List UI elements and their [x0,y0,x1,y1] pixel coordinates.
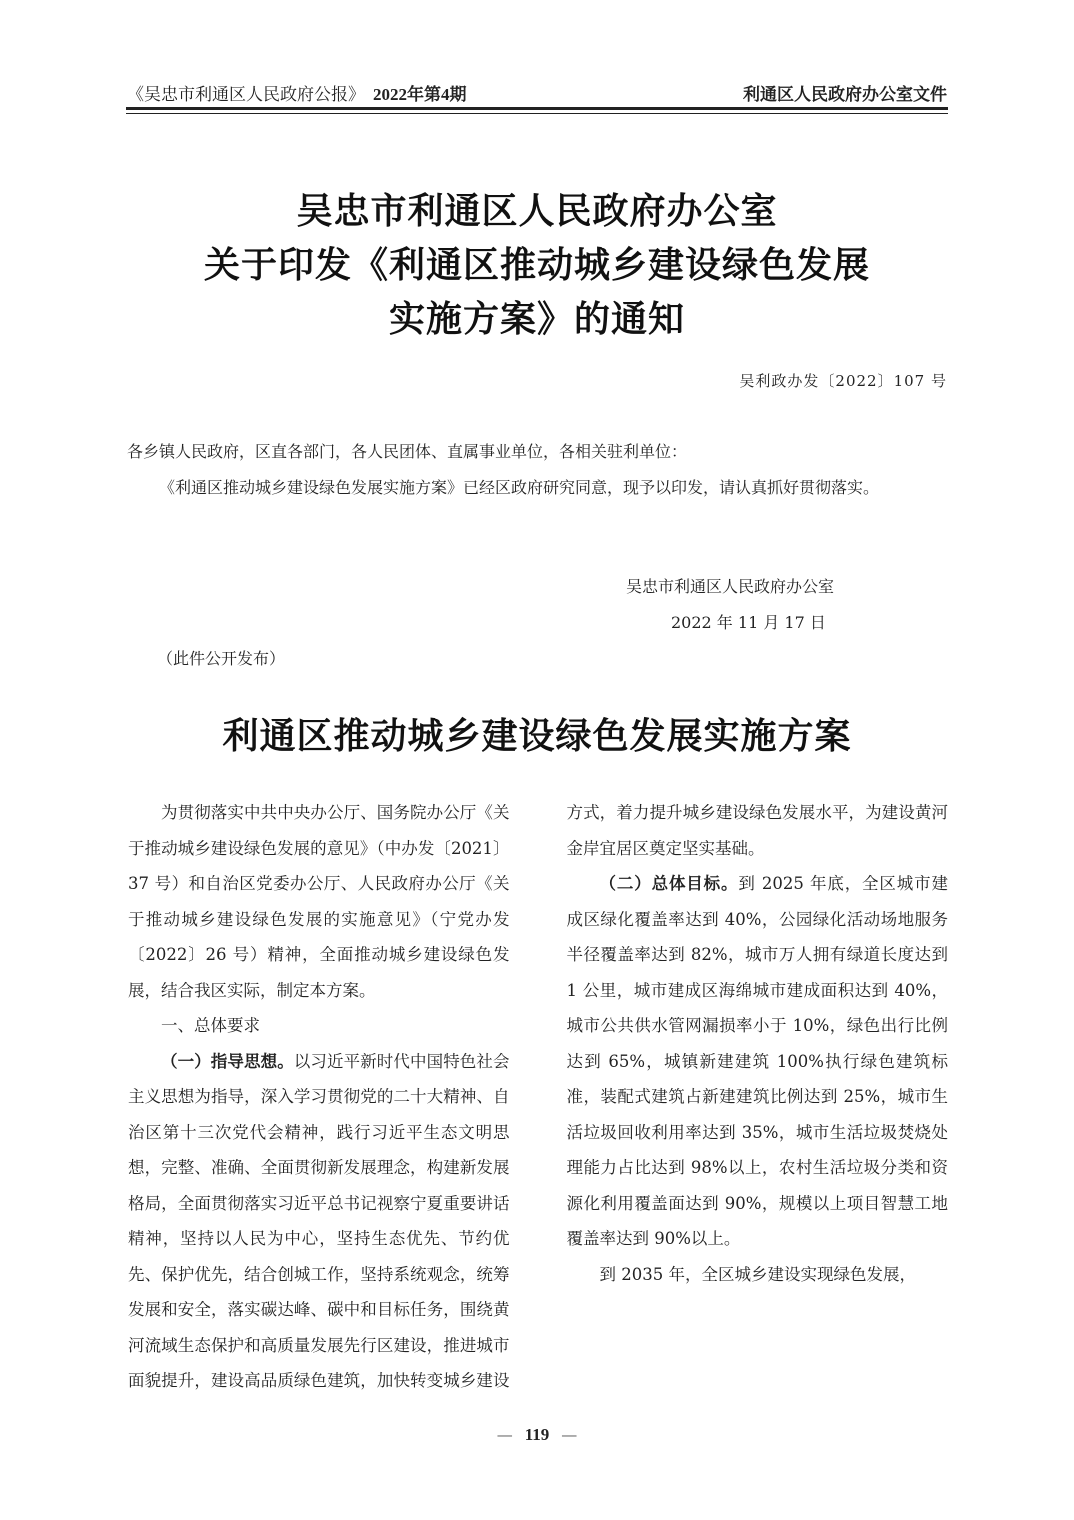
signature-org: 吴忠市利通区人民政府办公室 [626,577,835,596]
notice-title-line-3: 实施方案》的通知 [388,298,685,340]
page-footer [0,1425,1074,1445]
signature-date: 2022 年 11 月 17 日 [671,613,826,632]
journal-issue: 2022年第4期 [373,85,467,104]
page-number: 119 [524,1425,550,1444]
journal-header [127,80,467,105]
publish-note: （此件公开发布） [157,649,286,668]
section-1-2-lead: （二）总体目标。 [599,874,739,893]
notice-title-line-2: 关于印发《利通区推动城乡建设绿色发展 [203,244,870,286]
plan-title: 利通区推动城乡建设绿色发展实施方案 [222,715,852,757]
section-1-2 [567,866,949,1257]
section-heading-1: 一、总体要求 [161,1016,260,1035]
section-1-2-text: 到 2025 年底，全区城市建成区绿化覆盖率达到 40%，公园绿化活动场地服务半径覆盖率达到 82%，城市万人拥有绿道长度达到 1 公里，城市建成区海绵城市建成面积达到 40%，城市公共供水管网漏损率小于 10%，绿色出行比例达到 65%，城镇新建建筑 100%执行绿色建筑标准，装配式建筑占新建建筑比例达到 25%，城市生活垃圾回收利用率达到 35%，城市生活垃圾焚烧处理能力占比达到 98%以上，农村生活垃圾分类和资源化利用覆盖面达到 90%，规模以上项目智慧工地覆盖率达到 90%以上。 [566,874,949,1248]
plan-intro: 为贯彻落实中共中央办公厅、国务院办公厅《关于推动城乡建设绿色发展的意见》（中办发〔2021〕37 号）和自治区党委办公厅、人民政府办公厅《关于推动城乡建设绿色发展的实施意见》（宁党办发〔2022〕26 号）精神，全面推动城乡建设绿色发展，结合我区实际，制定本方案。 [128,803,510,1000]
section-1-1-lead: （一）指导思想。 [161,1051,294,1071]
header-rule-thin [126,113,948,114]
section-1-1-text: 以习近平新时代中国特色社会主义思想为指导，深入学习贯彻党的二十大精神、自治区第十三次党代会精神，践行习近平生态文明思想，完整、准确、全面贯彻新发展理念，构建新发展格局，全面贯彻落实习近平总书记视察宁夏重要讲话精神，坚持以人民为中心，坚持生态优先、节约优先、保护优先，结合创城工作，坚持系统观念，统筹发展和安全，落实碳达峰、碳中和目标任务，围绕黄河流域生态保护和高质量发展先行区建设，推进城市面貌提升，建设高品质绿色建筑，加快转变城乡建设方式，着力提升城乡建设绿色发展水平，为建设黄河金岸宜居区奠定坚实基础。 [128,803,948,1390]
notice-title-line-1: 吴忠市利通区人民政府办公室 [296,190,778,232]
section-1-2-continued: 到 2035 年，全区城乡建设实现绿色发展， [599,1264,916,1284]
plan-body [128,795,948,1400]
recipients: 各乡镇人民政府，区直各部门，各人民团体、直属事业单位，各相关驻利单位： [127,442,688,461]
journal-name: 《吴忠市利通区人民政府公报》 [127,85,365,105]
header-rule-thick [126,107,948,110]
page-dash-right: — [561,1425,578,1444]
page-dash-left: — [496,1425,513,1444]
document-number: 吴利政办发〔2022〕107 号 [739,372,947,390]
notice-body: 《利通区推动城乡建设绿色发展实施方案》已经区政府研究同意，现予以印发，请认真抓好贯彻落实。 [159,478,880,497]
document-category: 利通区人民政府办公室文件 [743,85,947,105]
